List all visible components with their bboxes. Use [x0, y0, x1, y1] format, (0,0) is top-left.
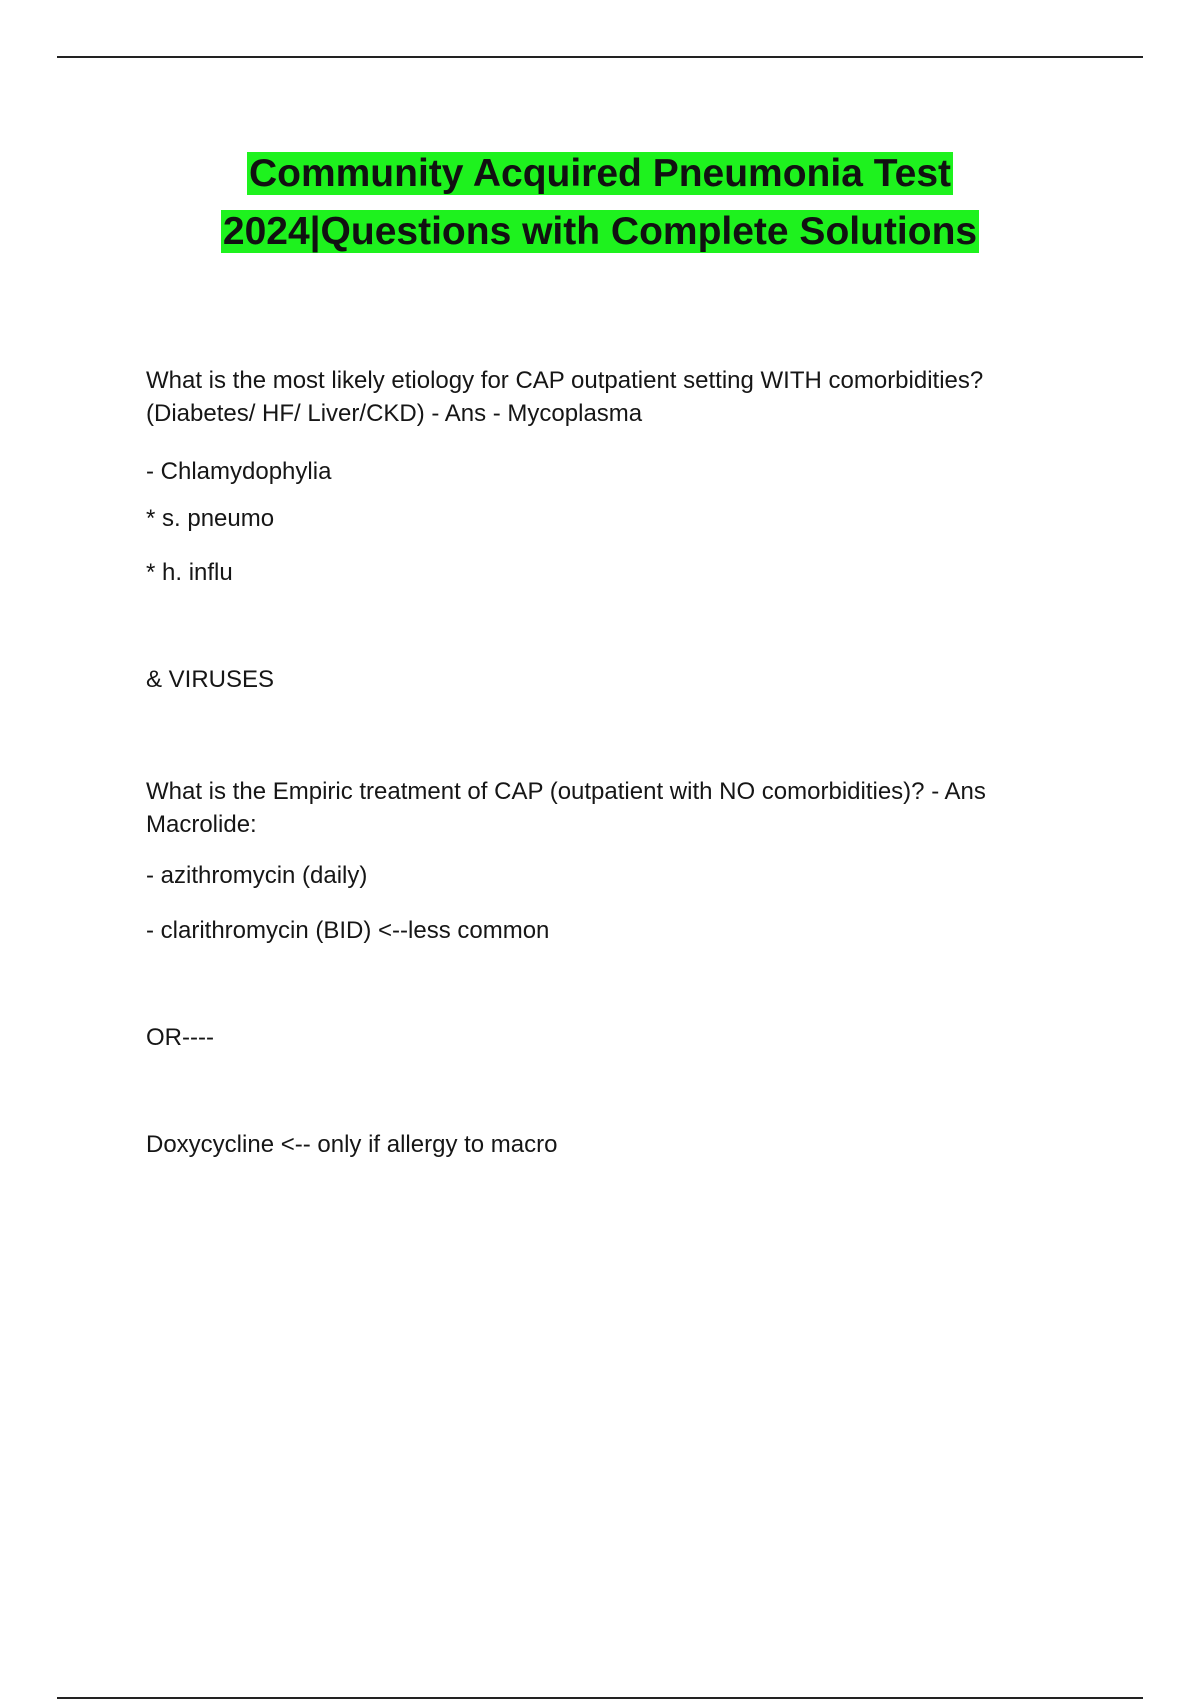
- answer-1-item-1: - Chlamydophylia: [146, 458, 332, 485]
- title-line-1-text: Community Acquired Pneumonia Test: [248, 152, 952, 195]
- title-line-1: [0, 145, 1200, 203]
- bottom-rule: [57, 1697, 1143, 1699]
- question-1-line-1: What is the most likely etiology for CAP outpatient setting WITH comorbidities?: [146, 367, 984, 394]
- answer-2-item-2: - clarithromycin (BID) <--less common: [146, 917, 550, 944]
- answer-1-item-4: & VIRUSES: [146, 666, 275, 693]
- top-rule: [57, 56, 1143, 58]
- answer-2-item-3: OR----: [146, 1024, 214, 1051]
- answer-2-item-4: Doxycycline <-- only if allergy to macro: [146, 1131, 558, 1158]
- title-line-2-text: 2024|Questions with Complete Solutions: [222, 210, 978, 253]
- question-1-line-2: (Diabetes/ HF/ Liver/CKD) - Ans - Mycoplasma: [146, 400, 643, 427]
- answer-1-item-3: * h. influ: [146, 559, 233, 586]
- answer-2-item-1: - azithromycin (daily): [146, 862, 368, 889]
- answer-1-item-2: * s. pneumo: [146, 505, 275, 532]
- title-line-2: [0, 203, 1200, 261]
- question-2-line-2: Macrolide:: [146, 811, 257, 838]
- question-2-line-1: What is the Empiric treatment of CAP (outpatient with NO comorbidities)? - Ans: [146, 778, 986, 805]
